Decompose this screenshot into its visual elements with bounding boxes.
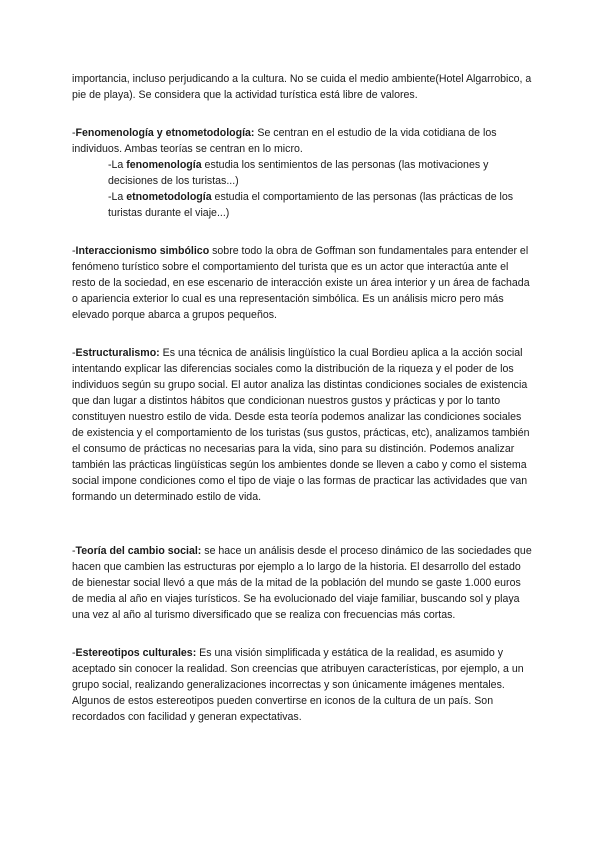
spacer — [72, 103, 532, 125]
cambio-social-prefix: - — [72, 545, 76, 557]
estructuralismo-prefix: - — [72, 347, 76, 359]
spacer — [72, 221, 532, 243]
fenomenologia-paragraph — [72, 125, 532, 157]
cambio-social-heading: Teoría del cambio social: — [75, 545, 202, 557]
spacer — [72, 623, 532, 645]
estereotipos-heading: Estereotipos culturales: — [75, 647, 197, 659]
fenomenologia-sub2 — [72, 189, 532, 221]
cambio-social-paragraph — [72, 543, 532, 623]
spacer — [72, 323, 532, 345]
cambio-social-text: se hace un análisis desde el proceso dinámico de las sociedades que hacen que cambien las estructuras por ejemplo a lo largo de la historia. El desarrollo del estado de bienestar social llevó a que más de la mitad de la población del mundo se gaste 1.000 euros de media al año en viajes turísticos. Se ha evolucionado del viaje familiar, buscando sol y playa una vez al año al turismo diversificado que se realiza con frecuencias más cortas. — [72, 545, 532, 621]
estructuralismo-paragraph — [72, 345, 532, 505]
estereotipos-prefix: - — [72, 647, 76, 659]
fenomenologia-sub1 — [72, 157, 532, 189]
fenomenologia-heading: Fenomenología y etnometodología: — [75, 127, 255, 139]
sub2-text: estudia el comportamiento de las personas (las prácticas de los turistas durante el viaje...) — [108, 191, 514, 219]
interaccionismo-prefix: - — [72, 245, 76, 257]
sub1-prefix: -La — [108, 159, 127, 171]
intro-text: importancia, incluso perjudicando a la cultura. No se cuida el medio ambiente(Hotel Algarrobico, a pie de playa). Se considera que la actividad turística está libre de valores. — [72, 73, 532, 101]
spacer — [72, 527, 532, 543]
estereotipos-text: Es una visión simplificada y estática de la realidad, es asumido y aceptado sin conocer la realidad. Son creencias que atribuyen características, por ejemplo, a un grupo social, realizando generalizaciones incorrectas y son únicamente imágenes mentales. Algunos de estos estereotipos pueden convertirse en iconos de la cultura de un país. Son recordados con facilidad y generan expectativas. — [72, 647, 524, 723]
estructuralismo-heading: Estructuralismo: — [75, 347, 160, 359]
sub2-prefix: -La — [108, 191, 127, 203]
interaccionismo-text: sobre todo la obra de Goffman son fundamentales para entender el fenómeno turístico sobre el comportamiento del turista que es un actor que interactúa ante el resto de la sociedad, en ese escenario de interacción existe un área interior y un área de fachada o apariencia exterior lo cual es una representación simbólica. Es un análisis micro pero más elevado porque abarca a grupos pequeños. — [72, 245, 530, 321]
estructuralismo-text: Es una técnica de análisis lingüístico la cual Bordieu aplica a la acción social intentando explicar las diferencias sociales como la distribución de la riqueza y el poder de los individuos según su grupo social. El autor analiza las distintas condiciones sociales de existencia que dan lugar a distintos hábitos que condicionan nuestros gustos y prácticas y por lo tanto constituyen nuestro estilo de vida. Desde esta teoría podemos analizar las condiciones sociales de existencia y el comportamiento de los turistas (sus gustos, prácticas, etc), analizamos también el consumo de prácticas no necesarias para la vida, sino para su distinción. Podemos analizar también las prácticas lingüísticas según los ambientes donde se lleven a cabo y como el sistema social impone condiciones como el tipo de viaje o las formas de practicar las actividades que van formando un determinado estilo de vida. — [72, 347, 530, 503]
sub1-term: fenomenología — [126, 159, 202, 171]
sub1-text: estudia los sentimientos de las personas (las motivaciones y decisiones de los turistas...) — [108, 159, 489, 187]
document-page — [72, 71, 532, 725]
interaccionismo-paragraph — [72, 243, 532, 323]
fenomenologia-text: Se centran en el estudio de la vida cotidiana de los individuos. Ambas teorías se centran en lo micro. — [72, 127, 497, 155]
sub2-term: etnometodología — [126, 191, 212, 203]
fenomenologia-prefix: - — [72, 127, 76, 139]
interaccionismo-heading: Interaccionismo simbólico — [75, 245, 210, 257]
spacer — [72, 505, 532, 527]
estereotipos-paragraph — [72, 645, 532, 725]
intro-paragraph — [72, 71, 532, 103]
